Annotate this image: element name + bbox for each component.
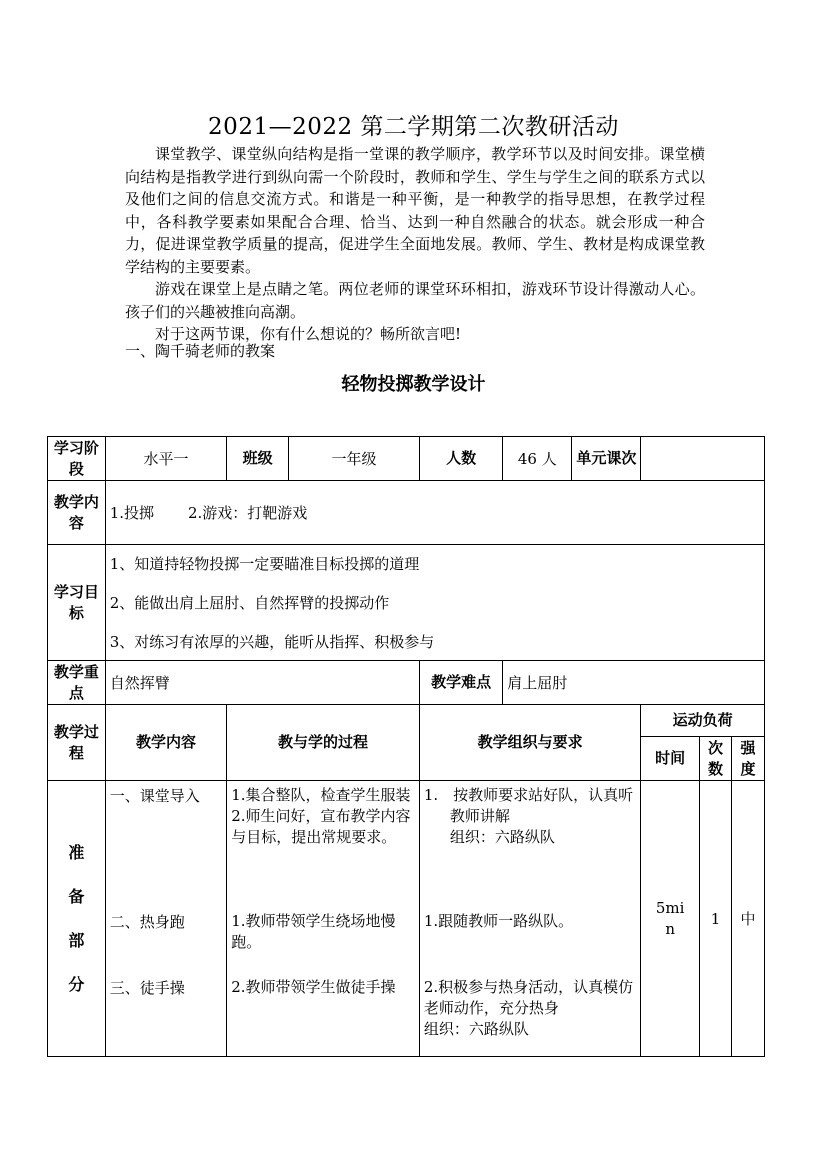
- prep-time: 5min: [641, 781, 700, 1057]
- process-item: 1.集合整队，检查学生服装: [231, 786, 411, 804]
- goals-list: [105, 545, 764, 661]
- organize-item: 组织：六路纵队: [423, 1020, 529, 1038]
- focus-label: 教学重点: [48, 661, 106, 705]
- stage-value: 水平一: [105, 437, 227, 481]
- process-item: 1.教师带领学生绕场地慢跑。: [231, 912, 396, 951]
- organize-item: 1. 按教师要求站好队，认真听教师讲解: [423, 786, 634, 825]
- class-value: 一年级: [289, 437, 420, 481]
- focus-value: 自然挥臂: [105, 661, 419, 705]
- table-row: [48, 661, 765, 705]
- goal-item: 2、能做出肩上屈肘、自然挥臂的投掷动作: [109, 593, 390, 612]
- table-row: [48, 437, 765, 481]
- table-row: [48, 781, 765, 1057]
- prep-organize: [419, 781, 640, 1057]
- table-row: [48, 705, 765, 737]
- load-header: 运动负荷: [641, 705, 765, 737]
- prep-count: 1: [700, 781, 732, 1057]
- stage-char: 备: [68, 886, 85, 906]
- content-item: 1.投掷: [109, 504, 154, 522]
- prep-steps: [105, 781, 227, 1057]
- process-label: 教学过程: [48, 705, 106, 781]
- intro-paragraph: 课堂教学、课堂纵向结构是指一堂课的教学顺序，教学环节以及时间安排。课堂横向结构是指教学进行到纵向需一个阶段时，教师和学生、学生与学生之间的联系方式以及他们之间的信息交流方式。和谐是一种平衡，是一种教学的指导思想，在教学过程中，各科教学要素如果配合合理、恰当、达到一种自然融合的状态。就会形成一种合力，促进课堂教学质量的提高，促进学生全面地发展。教师、学生、教材是构成课堂教学结构的主要要素。: [125, 145, 705, 276]
- stage-char: 部: [68, 930, 85, 950]
- times-header: 次数: [700, 737, 732, 781]
- goal-item: 3、对练习有浓厚的兴趣，能听从指挥、积极参与: [109, 632, 435, 651]
- difficulty-value: 肩上屈肘: [503, 661, 765, 705]
- organize-item: 1.跟随教师一路纵队。: [423, 912, 574, 930]
- stage-char: 准: [68, 842, 85, 862]
- count-label: 人数: [419, 437, 502, 481]
- difficulty-label: 教学难点: [419, 661, 502, 705]
- intro-paragraph: 游戏在课堂上是点睛之笔。两位老师的课堂环环相扣，游戏环节设计得激动人心。孩子们的兴趣被推向高潮。: [125, 280, 705, 321]
- process-item: 2.教师带领学生做徒手操: [231, 978, 396, 996]
- stage-char: 分: [68, 974, 85, 994]
- page-title: 2021—2022 第二学期第二次教研活动: [208, 114, 619, 140]
- step-name: 一、课堂导入: [109, 787, 200, 805]
- intensity-header: 强度: [731, 737, 764, 781]
- prep-stage-label: [48, 781, 106, 1057]
- unit-label: 单元课次: [572, 437, 641, 481]
- prep-intensity: 中: [731, 781, 764, 1057]
- step-name: 二、热身跑: [109, 913, 185, 931]
- content-value: [105, 481, 764, 545]
- section-label: 一、陶千骑老师的教案: [125, 342, 276, 360]
- content-item: 2.游戏：打靶游戏: [188, 504, 308, 522]
- lesson-title: 轻物投掷教学设计: [341, 374, 486, 395]
- stage-label: 学习阶段: [48, 437, 106, 481]
- teach-learn-header: 教与学的过程: [227, 705, 420, 781]
- lesson-plan-table: [47, 436, 765, 1057]
- class-label: 班级: [227, 437, 289, 481]
- organize-item: 组织：六路纵队: [449, 828, 555, 846]
- organize-header: 教学组织与要求: [419, 705, 640, 781]
- unit-value: [641, 437, 765, 481]
- table-row: [48, 545, 765, 661]
- organize-item: 2.积极参与热身活动，认真模仿老师动作，充分热身: [423, 978, 634, 1017]
- content-label: 教学内容: [48, 481, 106, 545]
- step-name: 三、徒手操: [109, 979, 185, 997]
- goal-item: 1、知道持轻物投掷一定要瞄准目标投掷的道理: [109, 554, 420, 573]
- process-item: 2.师生问好，宣布教学内容与目标，提出常规要求。: [231, 807, 411, 846]
- intro-paragraphs: [125, 143, 705, 346]
- process-content-header: 教学内容: [105, 705, 227, 781]
- intro-paragraph: 对于这两节课，你有什么想说的？畅所欲言吧!: [155, 325, 462, 343]
- time-header: 时间: [641, 737, 700, 781]
- prep-process: [227, 781, 420, 1057]
- goals-label: 学习目标: [48, 545, 106, 661]
- count-value: 46 人: [503, 437, 572, 481]
- table-row: [48, 481, 765, 545]
